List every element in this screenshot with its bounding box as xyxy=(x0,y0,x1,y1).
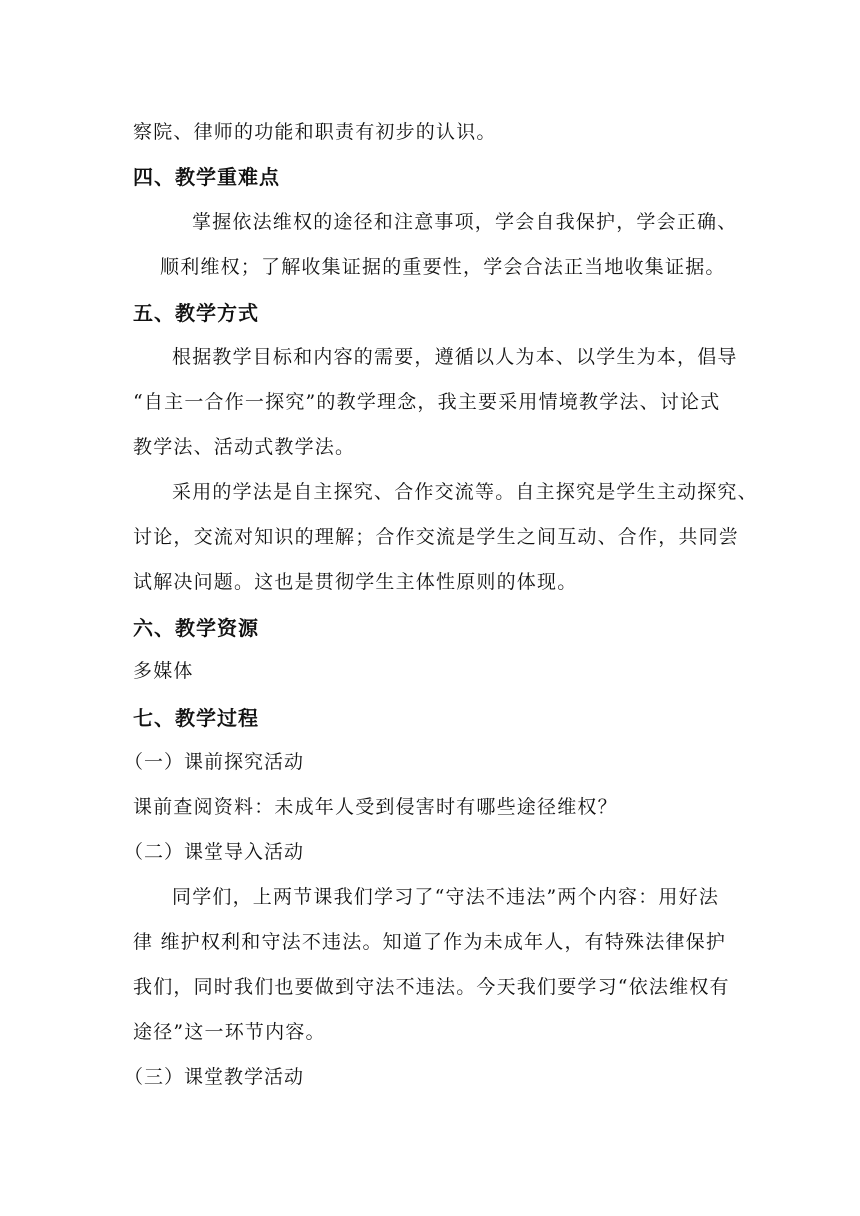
paragraph-line: 律 维护权利和守法不违法。知道了作为未成年人，有特殊法律保护 xyxy=(133,931,727,953)
paragraph-line: 察院、律师的功能和职责有初步的认识。 xyxy=(133,121,497,143)
subsection-heading: （二）课堂导入活动 xyxy=(124,841,305,863)
section-heading-difficulties: 四、教学重难点 xyxy=(133,165,280,189)
section-heading-process: 七、教学过程 xyxy=(133,706,259,730)
paragraph-line: 讨论，交流对知识的理解；合作交流是学生之间互动、合作，共同尝 xyxy=(133,526,740,548)
paragraph-line: 采用的学法是自主探究、合作交流等。自主探究是学生主动探究、 xyxy=(172,481,758,503)
paragraph-line: 试解决问题。这也是贯彻学生主体性原则的体现。 xyxy=(133,571,578,593)
paragraph-line: 课前查阅资料：未成年人受到侵害时有哪些途径维权？ xyxy=(133,796,618,818)
paragraph-line: 顺利维权；了解收集证据的重要性，学会合法正当地收集证据。 xyxy=(160,256,726,278)
paragraph-line: “自主一合作一探究”的教学理念，我主要采用情境教学法、讨论式 xyxy=(133,391,721,413)
section-heading-methods: 五、教学方式 xyxy=(133,301,259,325)
section-heading-resources: 六、教学资源 xyxy=(133,616,259,640)
subsection-heading: （三）课堂教学活动 xyxy=(124,1066,305,1088)
paragraph-line: 根据教学目标和内容的需要，遵循以人为本、以学生为本，倡导 xyxy=(172,346,738,368)
paragraph-line: 教学法、活动式教学法。 xyxy=(133,436,356,458)
paragraph-line: 同学们，上两节课我们学习了“守法不违法”两个内容：用好法 xyxy=(172,886,720,908)
paragraph-line: 掌握依法维权的途径和注意事项，学会自我保护，学会正确、 xyxy=(192,211,738,233)
paragraph-line: 我们，同时我们也要做到守法不违法。今天我们要学习“依法维权有 xyxy=(133,976,730,998)
subsection-heading: （一）课前探究活动 xyxy=(124,751,305,773)
paragraph-line: 途径”这一环节内容。 xyxy=(133,1021,326,1043)
paragraph-line: 多媒体 xyxy=(133,660,194,682)
